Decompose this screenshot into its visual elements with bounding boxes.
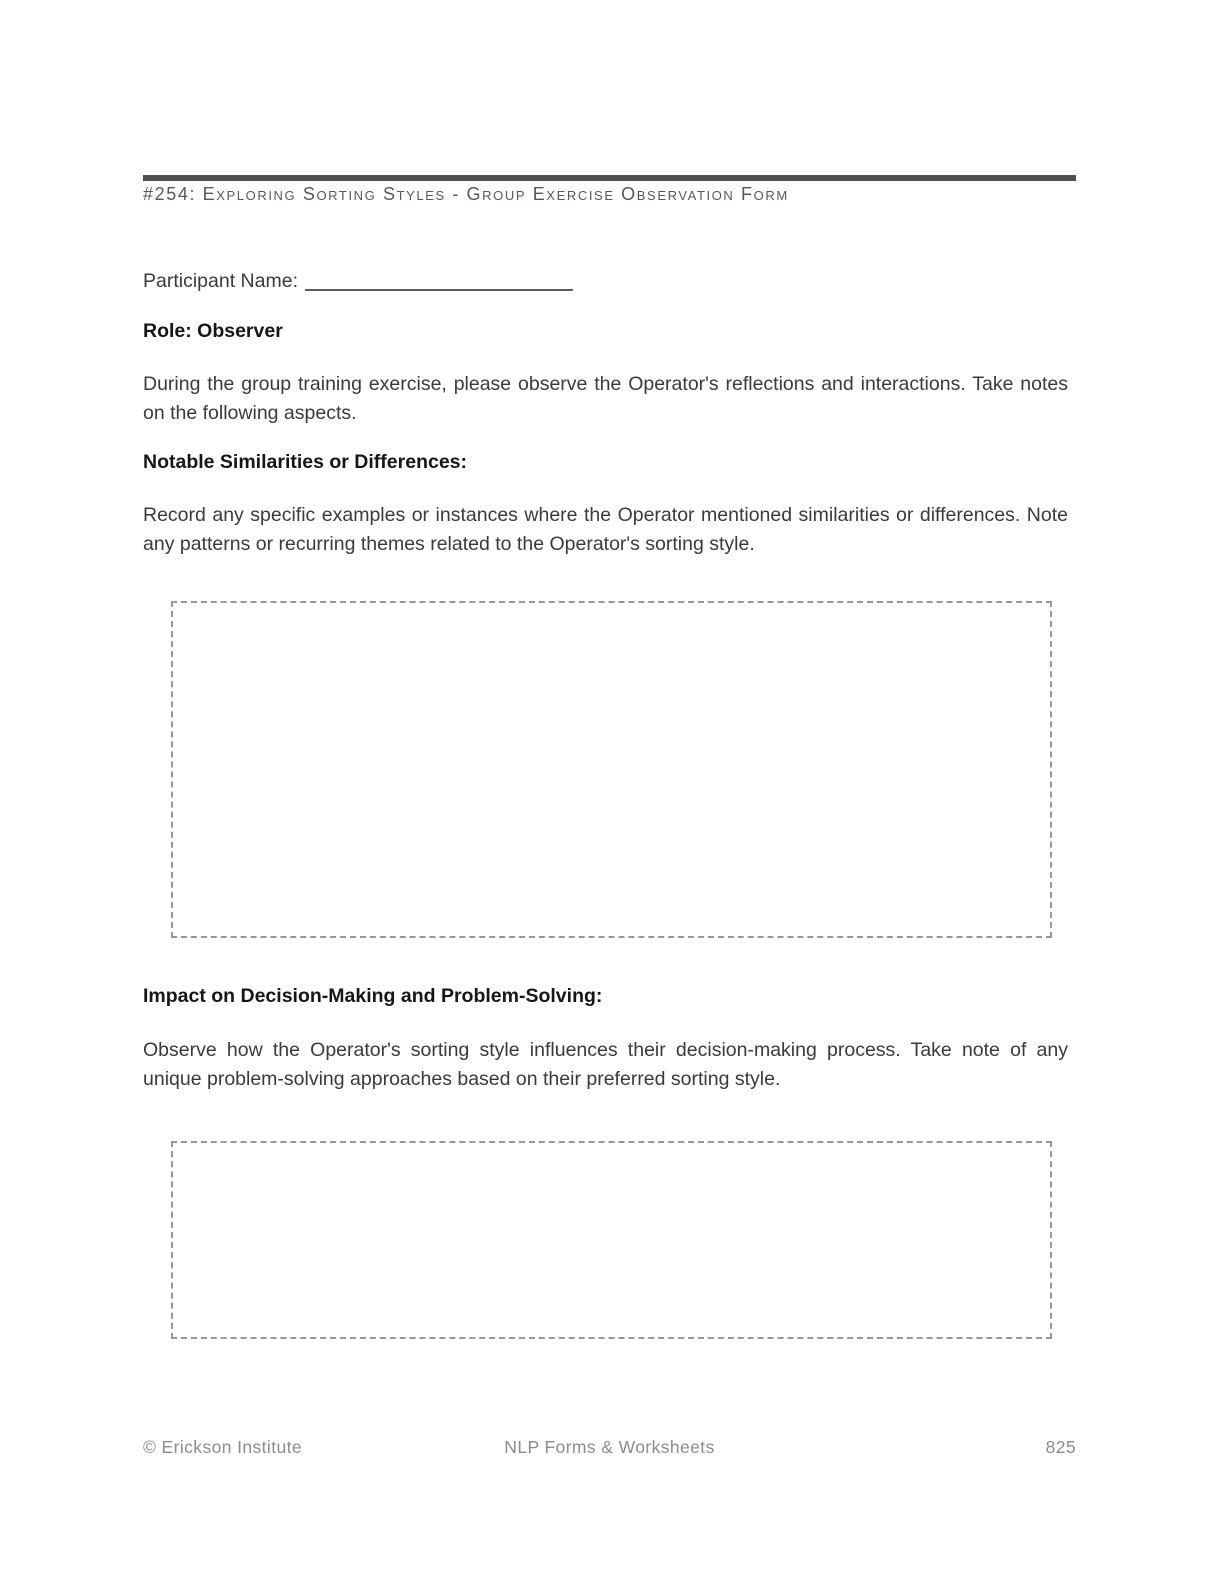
notes-box-similarities — [171, 601, 1052, 938]
role-heading: Role: Observer — [143, 320, 283, 342]
intro-paragraph: During the group training exercise, please observe the Operator's reflections and interactions. Take notes on the following aspects. — [143, 373, 1068, 424]
footer-page-number: 825 — [1045, 1437, 1076, 1457]
header-rule — [143, 175, 1076, 181]
notes-box-impact — [171, 1141, 1052, 1339]
footer-book-title: NLP Forms & Worksheets — [504, 1437, 715, 1457]
section-description-similarities: Record any specific examples or instances where the Operator mentioned similarities or differences. Note any patterns or recurring themes related to the Operator's sorting style. — [143, 504, 1068, 555]
participant-name-blank — [305, 269, 573, 291]
section-description-impact: Observe how the Operator's sorting style influences their decision-making process. Take note of any unique problem-solving approaches based on their preferred sorting style. — [143, 1039, 1068, 1090]
section-heading-similarities: Notable Similarities or Differences: — [143, 451, 468, 473]
form-title: #254: Exploring Sorting Styles - Group Exercise Observation Form — [143, 184, 789, 204]
footer-copyright: © Erickson Institute — [143, 1437, 303, 1457]
participant-name-field — [143, 269, 573, 293]
page-footer — [143, 1437, 1076, 1461]
section-heading-impact: Impact on Decision-Making and Problem-Solving: — [143, 985, 603, 1007]
participant-name-label: Participant Name: — [143, 270, 298, 292]
